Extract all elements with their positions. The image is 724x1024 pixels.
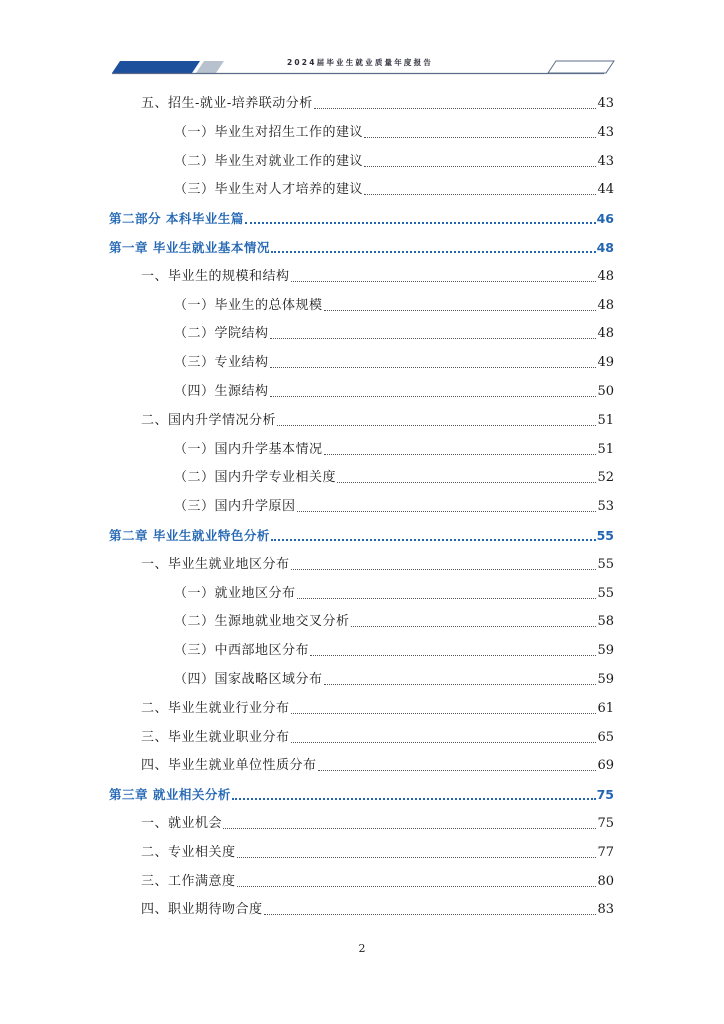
toc-entry-label: 四、职业期待吻合度 — [141, 902, 263, 918]
toc-dot-leader — [271, 250, 596, 253]
toc-entry-page-number: 69 — [597, 758, 614, 774]
toc-entry[interactable] — [174, 376, 614, 400]
toc-dot-leader — [237, 885, 597, 887]
toc-dot-leader — [264, 913, 597, 915]
toc-entry[interactable] — [174, 347, 614, 371]
header-accent-outline — [548, 61, 614, 73]
toc-entry-label: （二）毕业生对就业工作的建议 — [174, 153, 364, 169]
toc-entry-label: 五、招生-就业-培养联动分析 — [141, 96, 313, 111]
toc-entry-label: （一）毕业生的总体规模 — [174, 297, 323, 313]
toc-entry-label: （四）国家战略区域分布 — [174, 672, 323, 687]
toc-entry-page-number: 50 — [597, 384, 614, 399]
toc-entry-page-number: 49 — [597, 355, 614, 371]
toc-dot-leader — [245, 221, 596, 224]
toc-entry[interactable] — [174, 664, 614, 688]
toc-entry[interactable] — [109, 232, 614, 256]
toc-entry-page-number: 77 — [597, 844, 614, 860]
toc-entry[interactable] — [141, 866, 614, 890]
toc-entry-page-number: 83 — [597, 902, 614, 918]
toc-entry-label: 第二章 毕业生就业特色分析 — [109, 528, 270, 543]
toc-entry[interactable] — [174, 462, 614, 486]
toc-entry[interactable] — [141, 750, 614, 774]
toc-dot-leader — [364, 193, 596, 195]
toc-dot-leader — [271, 538, 596, 541]
toc-entry[interactable] — [141, 808, 614, 832]
toc-entry[interactable] — [174, 434, 614, 458]
toc-entry[interactable] — [141, 88, 614, 112]
toc-entry-label: （三）国内升学原因 — [174, 499, 296, 515]
toc-entry[interactable] — [141, 894, 614, 918]
toc-entry-label: （一）毕业生对招生工作的建议 — [174, 124, 364, 140]
report-title: 2024届毕业生就业质量年度报告 — [286, 58, 434, 67]
toc-dot-leader — [310, 654, 596, 656]
toc-entry[interactable] — [141, 722, 614, 746]
header-accent-secondary — [196, 61, 224, 73]
page-header — [0, 0, 724, 80]
toc-dot-leader — [364, 165, 596, 167]
toc-entry-page-number: 43 — [597, 153, 614, 169]
toc-entry[interactable] — [174, 606, 614, 630]
toc-entry[interactable] — [174, 318, 614, 342]
toc-dot-leader — [324, 453, 597, 455]
toc-entry-page-number: 59 — [597, 672, 614, 687]
toc-entry[interactable] — [141, 261, 614, 285]
toc-entry-page-number: 55 — [596, 528, 614, 543]
toc-entry[interactable] — [174, 578, 614, 602]
toc-dot-leader — [324, 683, 597, 685]
toc-entry-label: 四、毕业生就业单位性质分布 — [141, 758, 317, 774]
toc-entry[interactable] — [109, 779, 614, 803]
toc-entry-label: 一、就业机会 — [141, 816, 223, 831]
toc-entry-label: （二）生源地就业地交叉分析 — [174, 614, 350, 630]
toc-entry-label: （三）毕业生对人才培养的建议 — [174, 182, 364, 198]
toc-dot-leader — [297, 597, 597, 599]
toc-entry-label: （一）国内升学基本情况 — [174, 441, 323, 457]
toc-entry[interactable] — [174, 174, 614, 198]
toc-entry-page-number: 53 — [597, 499, 614, 515]
toc-entry-page-number: 65 — [597, 729, 614, 745]
page-number: 2 — [358, 942, 366, 955]
toc-entry[interactable] — [174, 290, 614, 314]
toc-dot-leader — [270, 337, 597, 339]
toc-entry-label: 二、专业相关度 — [141, 844, 236, 860]
toc-entry-label: 二、毕业生就业行业分布 — [141, 700, 290, 716]
toc-entry-page-number: 75 — [597, 816, 614, 831]
toc-dot-leader — [337, 481, 596, 483]
toc-entry-page-number: 59 — [597, 643, 614, 659]
toc-dot-leader — [270, 395, 597, 397]
toc-entry-label: 一、毕业生就业地区分布 — [141, 556, 290, 572]
toc-entry-label: （二）学院结构 — [174, 326, 269, 342]
toc-dot-leader — [291, 280, 597, 282]
toc-entry[interactable] — [141, 837, 614, 861]
toc-entry-page-number: 58 — [597, 614, 614, 630]
toc-entry[interactable] — [141, 693, 614, 717]
toc-dot-leader — [297, 510, 597, 512]
toc-entry-label: 三、毕业生就业职业分布 — [141, 729, 290, 745]
toc-entry-label: （四）生源结构 — [174, 384, 269, 399]
toc-entry-page-number: 43 — [597, 96, 614, 111]
toc-entry-page-number: 48 — [597, 268, 614, 284]
toc-entry-page-number: 43 — [597, 124, 614, 140]
toc-entry-label: 二、国内升学情况分析 — [141, 412, 277, 428]
toc-dot-leader — [237, 856, 597, 858]
toc-entry[interactable] — [109, 203, 614, 227]
toc-entry-page-number: 48 — [596, 240, 614, 255]
toc-entry-page-number: 80 — [597, 873, 614, 889]
toc-entry-label: 三、工作满意度 — [141, 873, 236, 889]
toc-dot-leader — [270, 366, 597, 368]
toc-entry-label: 一、毕业生的规模和结构 — [141, 268, 290, 284]
toc-entry-page-number: 46 — [596, 211, 614, 227]
toc-entry-page-number: 51 — [597, 441, 614, 457]
toc-entry-page-number: 75 — [596, 787, 614, 803]
toc-entry-page-number: 48 — [597, 297, 614, 313]
toc-dot-leader — [291, 568, 597, 570]
toc-entry-page-number: 55 — [597, 585, 614, 601]
toc-entry-page-number: 55 — [597, 556, 614, 572]
header-accent-primary — [112, 61, 200, 73]
toc-entry-page-number: 48 — [597, 326, 614, 342]
toc-entry-label: 第二部分 本科毕业生篇 — [109, 211, 244, 227]
toc-dot-leader — [351, 625, 597, 627]
toc-dot-leader — [291, 712, 597, 714]
toc-dot-leader — [291, 741, 597, 743]
toc-entry[interactable] — [174, 635, 614, 659]
toc-dot-leader — [324, 309, 597, 311]
toc-dot-leader — [314, 107, 597, 109]
toc-entry[interactable] — [174, 117, 614, 141]
toc-entry-label: 第一章 毕业生就业基本情况 — [109, 240, 270, 255]
toc-entry[interactable] — [174, 146, 614, 170]
toc-entry-page-number: 44 — [597, 182, 614, 198]
toc-dot-leader — [364, 136, 596, 138]
toc-entry-label: （一）就业地区分布 — [174, 585, 296, 601]
toc-dot-leader — [223, 827, 596, 829]
toc-entry[interactable] — [141, 405, 614, 429]
toc-entry-label: （三）中西部地区分布 — [174, 643, 310, 659]
toc-entry[interactable] — [141, 549, 614, 573]
header-banner-graphic — [0, 0, 724, 80]
toc-entry-page-number: 52 — [597, 470, 614, 486]
toc-dot-leader — [318, 769, 597, 771]
toc-entry-label: （二）国内升学专业相关度 — [174, 470, 337, 486]
toc-dot-leader — [232, 797, 596, 800]
toc-entry-label: （三）专业结构 — [174, 355, 269, 371]
toc-dot-leader — [277, 424, 596, 426]
toc-entry-page-number: 61 — [597, 700, 614, 716]
toc-entry-label: 第三章 就业相关分析 — [109, 787, 231, 803]
toc-entry[interactable] — [109, 520, 614, 544]
toc-entry-page-number: 51 — [597, 412, 614, 428]
toc-entry[interactable] — [174, 491, 614, 515]
